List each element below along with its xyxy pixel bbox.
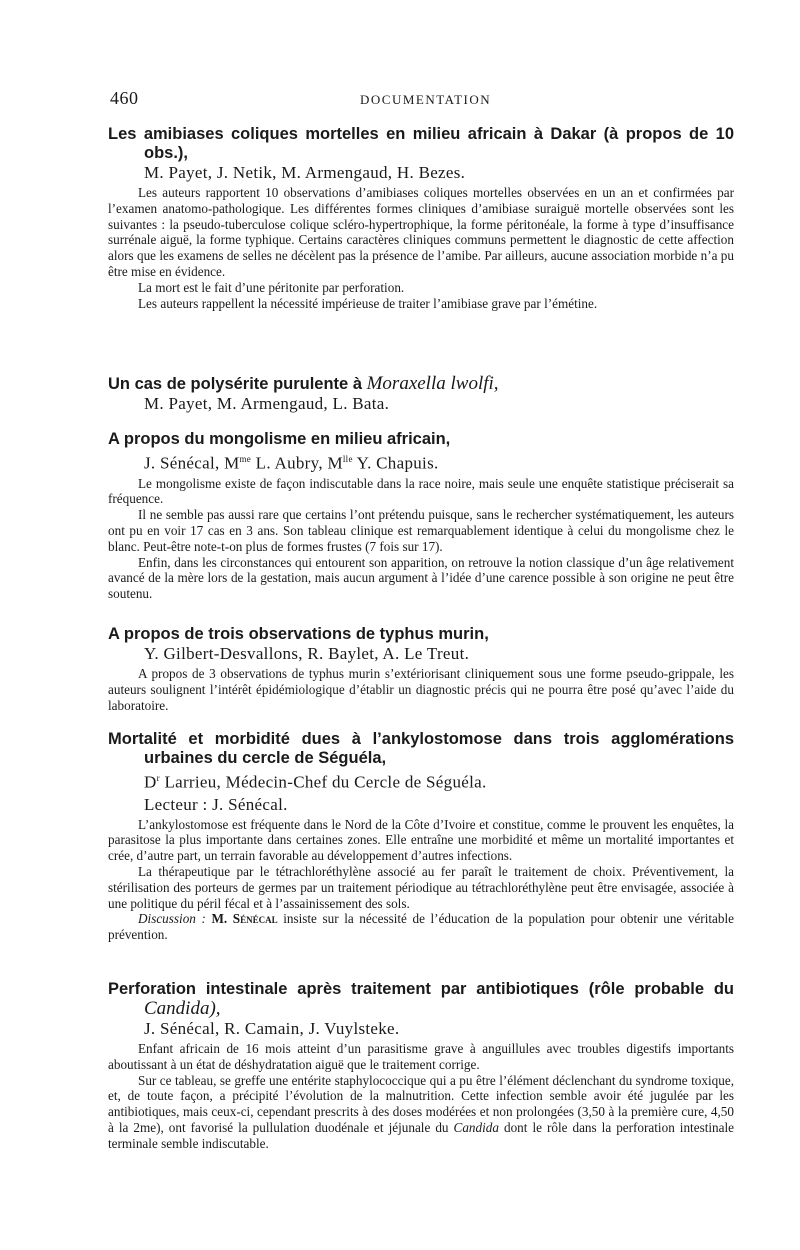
article-paragraph: Enfant africain de 16 mois atteint d’un parasitisme grave à anguillules avec troubles digestifs importants aboutissant à un état de déshydratation aiguë que le traitement corrige. — [108, 1041, 734, 1072]
article-authors: Y. Gilbert-Desvallons, R. Baylet, A. Le Treut. — [144, 644, 470, 663]
article-polyserite — [108, 374, 734, 416]
article-title — [108, 374, 734, 394]
article-typhus — [108, 625, 734, 713]
author-sup: r — [156, 773, 160, 783]
article-authors: J. Sénécal, R. Camain, J. Vuylsteke. — [144, 1019, 400, 1038]
article-paragraph: Les auteurs rapportent 10 observations d’amibiases coliques mortelles observées en un an et confirmées par l’examen anatomo-pathologique. Les différentes formes cliniques d’amibiase suraiguë mortelle observées sont les suivantes : la pseudo-tuberculose colique scléro-hypertrophique, la forme péritonéale, la forme à type d’insuffisance surrénale aiguë, la forme typhique. Certains caractères cliniques communs permettent le diagnostic de cette affection alors que les examens de selles ne décèlent pas la présence de l’amibe. Par ailleurs, aucune association morbide n’a pu être mise en évidence. — [108, 185, 734, 279]
article-authors: M. Payet, J. Netik, M. Armengaud, H. Bezes. — [144, 163, 466, 182]
article-paragraph — [108, 1073, 734, 1152]
page-header — [110, 88, 730, 110]
discussion-text: insiste sur la nécessité de l’éducation de la population pour obtenir une véritable prévention. — [108, 911, 734, 943]
article-authors — [144, 449, 734, 474]
article-paragraph: Il ne semble pas aussi rare que certains l’ont prétendu puisque, sans le rechercher systématiquement, les auteurs ont pu en voir 17 cas en 3 ans. Son tableau clinique est remarquablement identique à celui du mongolisme chez le blanc. Peut-être note-t-on plus de formes frustes (7 fois sur 17). — [108, 507, 734, 554]
author-sup: lle — [342, 454, 353, 464]
article-paragraph: La thérapeutique par le tétrachloréthylène associé au fer paraît le traitement de choix. Préventivement, la stérilisation des porteurs de germes par un traitement périodique au tétrachloréthylène peut être envisagée, associée à une politique du péril fécal et à l’assainissement des sols. — [108, 864, 734, 911]
page-number: 460 — [110, 88, 139, 108]
article-paragraph: Enfin, dans les circonstances qui entourent son apparition, on retrouve la notion classique d’un âge relativement avancé de la mère lors de la gestation, mais aucun argument à l’idée d’une carence possible à son origine ne peut être soutenu. — [108, 554, 734, 602]
article-title: A propos du mongolisme en milieu africain, — [108, 430, 451, 448]
article-mongolisme — [108, 430, 734, 602]
article-paragraph: La mort est le fait d’une péritonite par perforation. — [138, 279, 405, 295]
article-paragraph: A propos de 3 observations de typhus murin s’extériorisant cliniquement sous une forme pseudo-grippale, les auteurs soulignent l’intérêt épidémiologique d’établir un diagnostic précis qui ne pourra être posé qu’avec l’aide du laboratoire. — [108, 666, 734, 713]
paragraph-text: dont le rôle dans la perforation intestinale terminale semble indiscutable. — [108, 1119, 734, 1151]
paragraph-latin: Candida — [453, 1119, 499, 1135]
article-title: A propos de trois observations de typhus murin, — [108, 625, 489, 643]
article-paragraph: Les auteurs rappellent la nécessité impérieuse de traiter l’amibiase grave par l’émétine. — [138, 295, 598, 311]
author-text: J. Sénécal, M — [144, 453, 240, 473]
article-title-latin: Candida), — [144, 998, 221, 1019]
article-discussion — [108, 911, 734, 943]
article-title-text: Un cas de polysérite purulente à — [108, 375, 362, 393]
article-paragraph: L’ankylostomose est fréquente dans le Nord de la Côte d’Ivoire et constitue, comme le prouvent les enquêtes, la parasitose la plus importante dans certaines zones. Elle entraîne une morbidité et même un mortalité importantes et crée, d’autre part, un terrain favorable au développement d’autres infections. — [108, 816, 734, 864]
article-title-latin: Moraxella lwolfi, — [366, 373, 499, 394]
discussion-name: M. Sénécal — [211, 911, 278, 927]
paragraph-text: Sur ce tableau, se greffe une entérite staphylococcique qui a pu être l’élément déclenchant du syndrome toxique, et, de toute façon, a précipité l’évolution de la malnutrition. Cette infection semble avoir été jugulée par les antibiotiques, mais ceux-ci, cependant prescrits à des doses modérées et non prolongées (3,50 à la première cure, 4,50 à la 2me), ont favorisé la pullulation duodénale et jéjunale du — [108, 1072, 734, 1135]
article-authors — [144, 768, 734, 793]
discussion-label: Discussion : — [138, 911, 206, 927]
article-perforation — [108, 980, 734, 1152]
author-text: Y. Chapuis. — [352, 453, 439, 473]
article-title: Les amibiases coliques mortelles en milieu africain à Dakar (à propos de 10 obs.), — [108, 125, 734, 162]
author-sup: me — [239, 454, 252, 464]
author-text: Larrieu, Médecin-Chef du Cercle de Séguéla. — [159, 772, 487, 792]
article-title — [108, 980, 734, 1019]
author-text: D — [144, 772, 157, 792]
article-amibiases — [108, 125, 734, 311]
article-paragraph: Le mongolisme existe de façon indiscutable dans la race noire, mais seule une enquête statistique préciserait sa fréquence. — [108, 475, 734, 507]
article-authors: M. Payet, M. Armengaud, L. Bata. — [144, 394, 390, 413]
article-title: Mortalité et morbidité dues à l’ankylostomose dans trois agglomérations urbaines du cercle de Séguéla, — [108, 730, 734, 767]
article-title-text: Perforation intestinale après traitement par antibiotiques (rôle probable du — [108, 980, 734, 998]
article-reader: Lecteur : J. Sénécal. — [144, 794, 288, 814]
article-ankylostomose — [108, 730, 734, 943]
running-title: DOCUMENTATION — [360, 92, 492, 107]
author-text: L. Aubry, M — [251, 453, 343, 473]
